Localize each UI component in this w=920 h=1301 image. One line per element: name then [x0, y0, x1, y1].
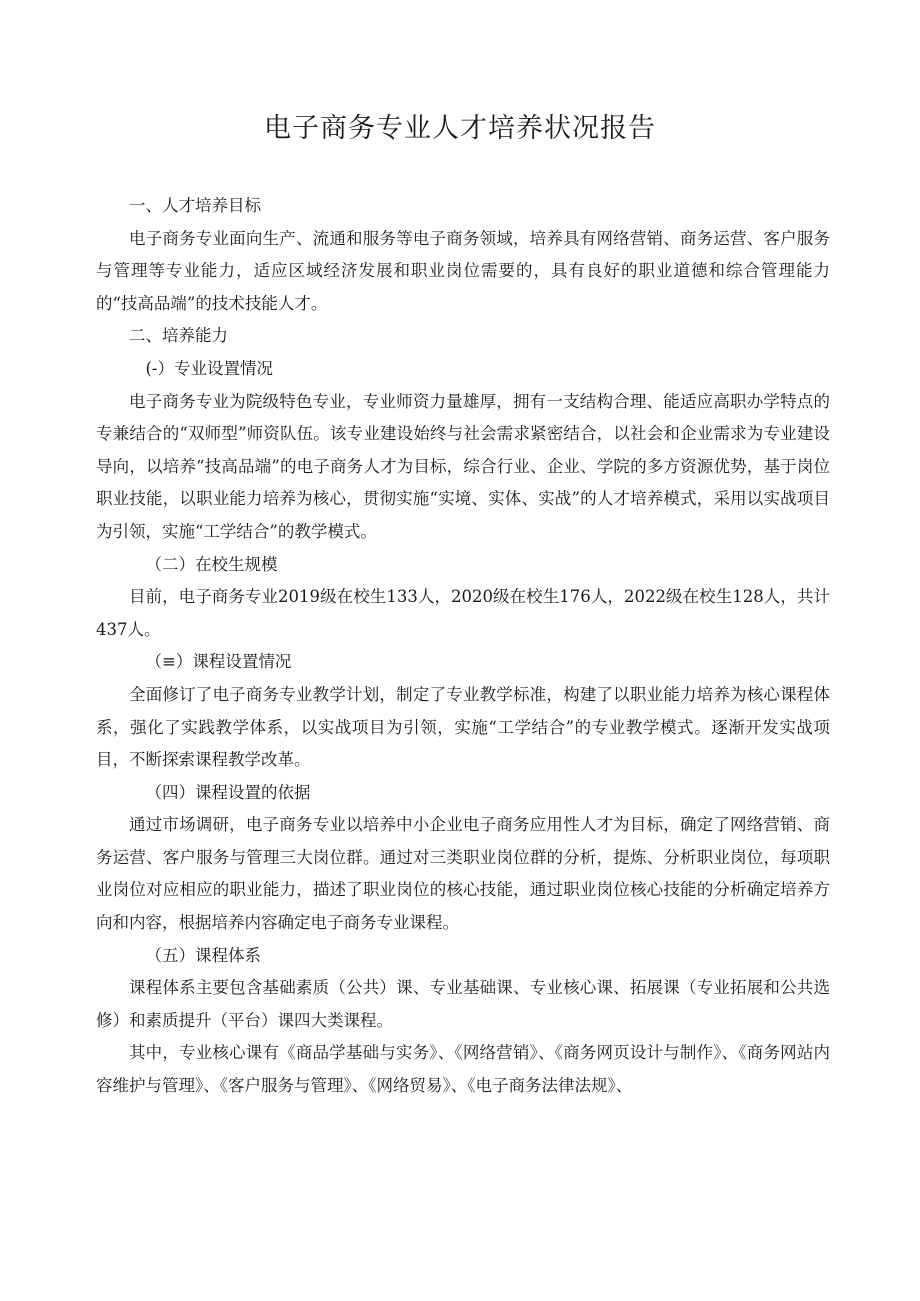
document-title: 电子商务专业人才培养状况报告 — [264, 113, 656, 144]
paragraph-course-setup: 全面修订了电子商务专业教学计划，制定了专业教学标准，构建了以职业能力培养为核心课程体系，强化了实践教学体系，以实战项目为引领，实施“工学结合”的专业教学模式。逐渐开发实战项目，不断探索课程教学改革。 — [96, 684, 830, 770]
paragraph-core-courses: 其中，专业核心课有《商品学基础与实务》、《网络营销》、《商务网页设计与制作》、《商务网站内容维护与管理》、《客户服务与管理》、《网络贸易》、《电子商务法律法规》、 — [96, 1043, 830, 1096]
paragraph-course-system: 课程体系主要包含基础素质（公共）课、专业基础课、专业核心课、拓展课（专业拓展和公共选修）和素质提升（平台）课四大类课程。 — [96, 978, 830, 1030]
paragraph-course-basis: 通过市场调研，电子商务专业以培养中小企业电子商务应用性人才为目标，确定了网络营销、商务运营、客户服务与管理三大岗位群。通过对三类职业岗位群的分析，提炼、分析职业岗位，每项职业岗位对应相应的职业能力，描述了职业岗位的核心技能，通过职业岗位核心技能的分析确定培养方向和内容，根据培养内容确定电子商务专业课程。 — [96, 815, 830, 933]
section-heading-training-ability: 二、培养能力 — [129, 326, 228, 346]
section-heading-training-goal: 一、人才培养目标 — [129, 196, 261, 215]
paragraph-major-setup: 电子商务专业为院级特色专业，专业师资力量雄厚，拥有一支结构合理、能适应高职办学特点的专兼结合的“双师型”师资队伍。该专业建设始终与社会需求紧密结合，以社会和企业需求为专业建设导向，以培养“技高品端”的电子商务人才为目标，综合行业、企业、学院的多方资源优势，基于岗位职业技能，以职业能力培养为核心，贯彻实施“实境、实体、实战”的人才培养模式，采用以实战项目为引领，实施“工学结合”的教学模式。 — [96, 391, 830, 541]
subsection-heading-enrollment: （二）在校生规模 — [145, 554, 278, 574]
subsection-heading-course-basis: （四）课程设置的依据 — [145, 782, 311, 802]
subsection-heading-course-system: （五）课程体系 — [145, 945, 261, 965]
paragraph-training-goal: 电子商务专业面向生产、流通和服务等电子商务领域，培养具有网络营销、商务运营、客户服务与管理等专业能力，适应区域经济发展和职业岗位需要的，具有良好的职业道德和综合管理能力的“技高品端”的技术技能人才。 — [96, 228, 830, 313]
subsection-heading-course-setup: （≡）课程设置情况 — [145, 652, 292, 672]
paragraph-enrollment: 目前，电子商务专业2019级在校生133人，2020级在校生176人，2022级在校生128人，共计437人。 — [96, 587, 830, 639]
subsection-heading-major-setup: (-）专业设置情况 — [145, 358, 274, 378]
document-body — [96, 190, 830, 1103]
